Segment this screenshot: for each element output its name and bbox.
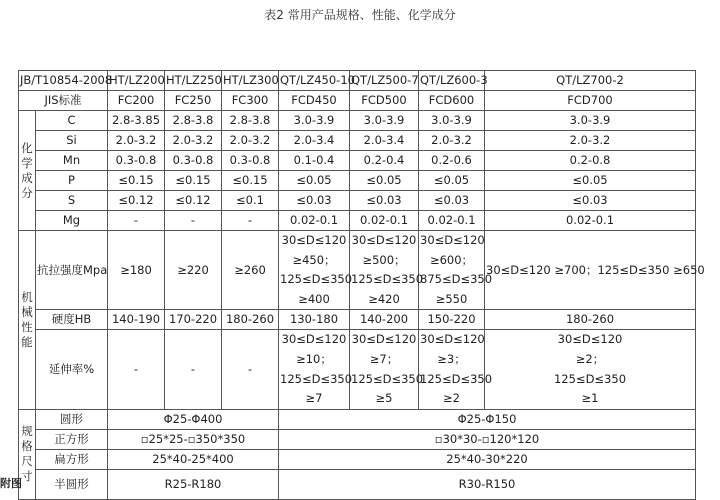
chem-row-p [19, 171, 696, 191]
element-label: S [36, 191, 108, 211]
elongation-line: ≥5 [375, 391, 393, 406]
chem-cell: ≤0.12 [165, 191, 222, 211]
elongation-label: 延伸率% [36, 330, 108, 409]
elongation-line: 30≤D≤120 [557, 332, 623, 347]
elongation-cell: - [165, 330, 222, 409]
hardness-row [19, 310, 696, 330]
size-ht-cell: ▫25*25-▫350*350 [108, 429, 279, 449]
elongation-multi-cell [419, 330, 493, 409]
chem-cell: ≤0.05 [485, 171, 696, 191]
chem-row-c [19, 111, 696, 131]
hardness-cell: 150-220 [419, 310, 485, 330]
mech-group-label [19, 231, 36, 410]
tensile-multi-cell [419, 231, 493, 310]
chem-cell: 3.0-3.9 [279, 111, 350, 131]
hardness-cell: 130-180 [279, 310, 350, 330]
elongation-multi-cell [350, 330, 424, 409]
tensile-line: ≥550 [435, 291, 468, 306]
hardness-cell: 170-220 [165, 310, 222, 330]
jis-cell: FC250 [165, 91, 222, 111]
tensile-cell: ≥260 [222, 231, 279, 310]
tensile-line: ≥500； [362, 252, 406, 267]
elongation-line: ≥7 [305, 391, 323, 406]
chem-cell: ≤0.03 [350, 191, 419, 211]
chem-cell: ≤0.03 [485, 191, 696, 211]
chem-cell: 0.2-0.4 [350, 151, 419, 171]
chem-cell: 0.3-0.8 [108, 151, 165, 171]
chem-cell: 2.0-3.2 [485, 131, 696, 151]
shape-label: 扁方形 [36, 449, 108, 469]
header-cell: HT/LZ200 [108, 71, 165, 91]
size-row-flat [19, 449, 696, 469]
tensile-line: 125≤D≤350 [280, 272, 353, 287]
tensile-cell: ≥180 [108, 231, 165, 310]
tensile-row [19, 231, 696, 310]
jis-cell: FCD450 [279, 91, 350, 111]
elongation-line: ≥2 [443, 391, 460, 406]
header-row [19, 71, 696, 91]
spec-table [18, 70, 705, 500]
elongation-line: 125≤D≤350 [280, 371, 353, 386]
tensile-line: 125≤D≤350 [351, 272, 424, 287]
tensile-line: 30≤D≤120 [351, 233, 417, 247]
elongation-multi-cell [485, 330, 696, 409]
jis-row [19, 91, 696, 111]
footer-caption: 附图 [0, 477, 22, 490]
jis-cell: FC200 [108, 91, 165, 111]
chem-cell: ≤0.03 [279, 191, 350, 211]
chem-cell: ≤0.15 [165, 171, 222, 191]
chem-group-label [19, 111, 36, 231]
tensile-multi-cell [350, 231, 424, 310]
hardness-cell: 140-190 [108, 310, 165, 330]
tensile-line: 30≤D≤120 [281, 233, 347, 247]
chem-cell: ≤0.15 [108, 171, 165, 191]
hardness-cell: 180-260 [485, 310, 696, 330]
table-title: 表2 常用产品规格、性能、化学成分 [264, 8, 456, 22]
size-group-text: 规格尺寸 [21, 424, 33, 484]
tensile-line: ≥600； [429, 252, 474, 267]
chem-row-mn [19, 151, 696, 171]
jis-cell: FC300 [222, 91, 279, 111]
tensile-label: 抗拉强度Mpa [36, 231, 108, 310]
chem-cell: ≤0.03 [419, 191, 485, 211]
elongation-line: ≥10； [296, 351, 332, 366]
chem-cell: 0.3-0.8 [165, 151, 222, 171]
chem-cell: 0.02-0.1 [485, 211, 696, 231]
size-ht-cell: R25-R180 [108, 469, 279, 499]
size-qt-cell: Φ25-Φ150 [279, 409, 696, 429]
header-cell: QT/LZ600-3 [419, 71, 485, 91]
chem-cell: 0.02-0.1 [419, 211, 485, 231]
chem-cell: 2.0-3.2 [165, 131, 222, 151]
tensile-line: 875≤D≤350 [420, 272, 493, 287]
elongation-line: ≥1 [581, 391, 599, 406]
chem-cell: 2.0-3.4 [279, 131, 350, 151]
elongation-line: ≥7； [369, 351, 399, 366]
size-row-square [19, 429, 696, 449]
chem-row-s [19, 191, 696, 211]
tensile-multi-cell [279, 231, 353, 310]
chem-cell: 2.8-3.85 [108, 111, 165, 131]
chem-cell: - [165, 211, 222, 231]
element-label: Mn [36, 151, 108, 171]
chem-cell: ≤0.05 [350, 171, 419, 191]
elongation-line: 30≤D≤120 [420, 332, 485, 347]
hardness-cell: 180-260 [222, 310, 279, 330]
chem-cell: 2.0-3.2 [108, 131, 165, 151]
size-ht-cell: Φ25-Φ400 [108, 409, 279, 429]
size-qt-cell: R30-R150 [279, 469, 696, 499]
elongation-line: 125≤D≤350 [351, 371, 424, 386]
chem-cell: - [222, 211, 279, 231]
tensile-cell: ≥220 [165, 231, 222, 310]
chem-group-text: 化学成分 [21, 140, 33, 200]
header-cell: QT/LZ500-7 [350, 71, 419, 91]
size-row-round [19, 409, 696, 429]
chem-cell: 2.0-3.2 [222, 131, 279, 151]
size-ht-cell: 25*40-25*400 [108, 449, 279, 469]
tensile-line: ≥420 [368, 291, 400, 306]
jis-cell: FCD500 [350, 91, 419, 111]
chem-cell: 0.3-0.8 [222, 151, 279, 171]
chem-cell: - [108, 211, 165, 231]
hardness-cell: 140-200 [350, 310, 419, 330]
elongation-line: 125≤D≤350 [420, 371, 493, 386]
chem-cell: ≤0.05 [279, 171, 350, 191]
chem-cell: 0.02-0.1 [350, 211, 419, 231]
elongation-line: 125≤D≤350 [553, 371, 627, 386]
tensile-line: 30≤D≤120 [420, 233, 485, 247]
chem-cell: ≤0.05 [419, 171, 485, 191]
hardness-label: 硬度HB [36, 310, 108, 330]
chem-cell: 2.0-3.2 [419, 131, 485, 151]
chem-row-mg [19, 211, 696, 231]
jis-cell: FCD700 [485, 91, 696, 111]
chem-row-si [19, 131, 696, 151]
chem-cell: 0.02-0.1 [279, 211, 350, 231]
shape-label: 圆形 [36, 409, 108, 429]
shape-label: 正方形 [36, 429, 108, 449]
chem-cell: 3.0-3.9 [485, 111, 696, 131]
chem-cell: ≤0.15 [222, 171, 279, 191]
chem-cell: 2.8-3.8 [165, 111, 222, 131]
jis-cell: FCD600 [419, 91, 485, 111]
tensile-line: ≥400 [298, 291, 330, 306]
chem-cell: 0.2-0.8 [485, 151, 696, 171]
size-qt-cell: ▫30*30-▫120*120 [279, 429, 696, 449]
header-cell: QT/LZ700-2 [485, 71, 696, 91]
elongation-row [19, 330, 696, 409]
chem-cell: ≤0.12 [108, 191, 165, 211]
chem-cell: 2.8-3.8 [222, 111, 279, 131]
element-label: Mg [36, 211, 108, 231]
elongation-multi-cell [279, 330, 353, 409]
chem-cell: 2.0-3.4 [350, 131, 419, 151]
header-cell: QT/LZ450-10 [279, 71, 350, 91]
elongation-line: ≥3； [437, 351, 466, 366]
jis-label: JIS标准 [19, 91, 108, 111]
shape-label: 半圆形 [36, 469, 108, 499]
chem-cell: 0.1-0.4 [279, 151, 350, 171]
elongation-line: 30≤D≤120 [281, 332, 347, 347]
elongation-cell: - [222, 330, 279, 409]
chem-cell: ≤0.1 [222, 191, 279, 211]
size-qt-cell: 25*40-30*220 [279, 449, 696, 469]
elongation-cell: - [108, 330, 165, 409]
size-row-half [19, 469, 696, 499]
element-label: C [36, 111, 108, 131]
elongation-line: ≥2； [575, 351, 605, 366]
header-cell: HT/LZ250 [165, 71, 222, 91]
tensile-cell-last: 30≤D≤120 ≥700；125≤D≤350 ≥650 [485, 231, 696, 310]
elongation-line: 30≤D≤120 [351, 332, 417, 347]
mech-group-text: 机械性能 [21, 289, 33, 349]
header-cell: HT/LZ300 [222, 71, 279, 91]
tensile-line: ≥450； [292, 252, 336, 267]
chem-cell: 0.2-0.6 [419, 151, 485, 171]
element-label: Si [36, 131, 108, 151]
header-standard: JB/T10854-2008 [19, 71, 108, 91]
element-label: P [36, 171, 108, 191]
chem-cell: 3.0-3.9 [419, 111, 485, 131]
chem-cell: 3.0-3.9 [350, 111, 419, 131]
